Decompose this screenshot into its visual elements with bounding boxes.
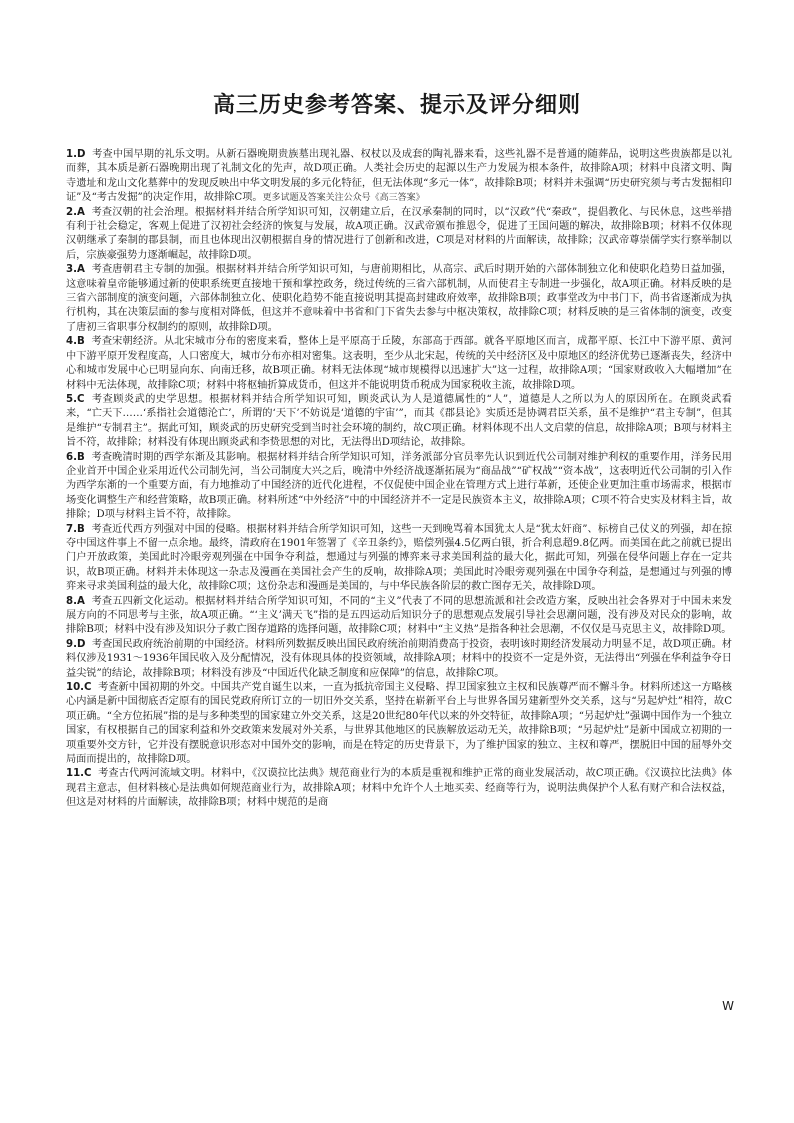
answer-text: 考查国民政府统治前期的中国经济。材料所列数据反映出国民政府统治前期消费高于投资，表明该时期经济发展动力明显不足，故D项正确。材料仅涉及1931～1936年国民收入及分配情况，没有体现具体的投资领域，故排除A项；材料中的投资不一定是外资，无法得出“列强在华利益争夺日益尖锐”的结论，故排除B项；材料没有涉及“中国近代化缺乏制度和应保障”的信息，故排除C项。 (66, 638, 732, 679)
answer-text: 考查中国早期的礼乐文明。从新石器晚期贵族墓出现礼器、权杖以及成套的陶礼器来看，这些礼器不是普通的随葬品，说明这些贵族都是以礼而葬，其本质是新石器晚期出现了礼制文化的先声，故D项正确。人类社会历史的起源以生产力发展为根本条件，故排除A项；材料中良渚文明、陶寺遗址和龙山文化墓葬中的发现反映出中华文明发展的多元化特征，但无法体现“多元一体”，故排除B项；材料并未强调“历史研究须与考古发掘相印证”及“考古发掘”的决定作用，故排除C项。 (66, 149, 732, 204)
answer-number: 7.B (66, 523, 85, 535)
answer-number: 6.B (66, 451, 85, 463)
answer-number: 10.C (66, 682, 92, 694)
answer-number: 2.A (66, 206, 85, 218)
answer-item (66, 595, 732, 638)
answer-text: 考查汉朝的社会治理。根据材料并结合所学知识可知，汉朝建立后，在汉承秦制的同时，以“汉政”代“秦政”，提倡教化、与民休息，这些举措有利于社会稳定，客观上促进了汉初社会经济的恢复与发展，故A项正确。汉武帝颁布推恩令，促进了王国问题的解决，故排除B项；材料不仅体现汉朝继承了秦制的郡县制，而且也体现出汉朝根据自身的情况进行了创新和改进，C项是对材料的片面解读，故排除；汉武帝尊崇儒学实行察举制以后，宗族豪强势力逐渐崛起，故排除D项。 (66, 206, 732, 261)
answer-item (66, 638, 732, 681)
answer-text: 考查晚清时期的西学东渐及其影响。根据材料并结合所学知识可知，洋务派部分官员率先认识到近代公司制对维护利权的重要作用，洋务民用企业首开中国企业采用近代公司制先河，当公司制度大兴之后，晚清中外经济战逐渐拓展为“商品战”“矿权战”“资本战”，这表明近代公司制的引入作为西学东渐的一个重要方面，有力地推动了中国经济的近代化进程，不仅促使中国企业在管理方式上进行革新，还使企业更加注重市场需求，根据市场变化调整生产和经营策略，故B项正确。材料所述“中外经济”中的中国经济并不一定是民族资本主义，故排除A项；C项不符合史实及材料主旨，故排除；D项与材料主旨不符，故排除。 (66, 451, 732, 521)
answer-number: 1.D (66, 149, 86, 160)
answer-item (66, 523, 732, 595)
page-mark: W (722, 999, 734, 1013)
answer-number: 3.A (66, 264, 85, 276)
answer-text: 考查近代西方列强对中国的侵略。根据材料并结合所学知识可知，这些一天到晚骂着本国犹太人是“犹太奸商”、标榜自己仗义的列强，却在掠夺中国这件事上不留一点余地。最终，清政府在1901年签署了《辛丑条约》，赔偿列强4.5亿两白银，折合利息超9.8亿两。而美国在此之前就已提出门户开放政策，美国此时冷眼旁观列强在中国争夺利益，想通过与列强的博弈来寻求美国利益的最大化，据此可知，列强在侵华问题上存在一定共识，故B项正确。材料并未体现这一杂志及漫画在美国社会产生的反响，故排除A项；美国此时冷眼旁观列强在中国争夺利益，是想通过与列强的博弈来寻求美国利益的最大化，故排除C项；这份杂志和漫画是美国的，与中华民族各阶层的救亡图存无关，故排除D项。 (66, 523, 732, 593)
answer-number: 9.D (66, 638, 86, 650)
answer-item (66, 767, 732, 810)
answer-number: 5.C (66, 393, 85, 405)
answer-text: 考查唐朝君主专制的加强。根据材料并结合所学知识可知，与唐前期相比，从高宗、武后时期开始的六部体制独立化和使职化趋势日益加强，这意味着皇帝能够通过新的使职系统更直接地干预和掌控政务，绕过传统的三省六部机制，从而使君主专制进一步强化，故A项正确。材料反映的是三省六部制度的演变问题，六部体制独立化、使职化趋势不能直接说明其提高封建政府效率，故排除B项；政事堂改为中书门下，尚书省逐渐成为执行机构，其在决策层面的参与度相对降低，但这并不意味着中书省和门下省失去参与中枢决策权，故排除C项；材料反映的是三省体制的演变，改变了唐初三省职事分权制约的原则，故排除D项。 (66, 264, 732, 333)
answer-item (66, 148, 732, 206)
answer-text: 考查古代两河流域文明。材料中，《汉谟拉比法典》规范商业行为的本质是重视和维护正常的商业发展活动，故C项正确。《汉谟拉比法典》体现君主意志，但材料核心是法典如何规范商业行为，故排除A项；材料中允许个人土地买卖、经商等行为，说明法典保护个人私有财产和合法权益，但这是对材料的片面解读，故排除B项；材料中规范的是商 (66, 768, 733, 809)
answer-list (66, 148, 732, 811)
answer-item (66, 335, 732, 393)
answer-item (66, 206, 732, 264)
answer-item (66, 681, 732, 767)
answer-number: 8.A (66, 595, 85, 607)
answer-note: 更多试题及答案关注公众号《高三答案》 (262, 193, 425, 204)
answer-text: 考查宋朝经济。从北宋城市分布的密度来看，整体上是平原高于丘陵，东部高于西部。就各平原地区而言，成都平原、长江中下游平原、黄河中下游平原开发程度高，人口密度大，城市分布亦相对密集。这表明，至少从北宋起，传统的关中经济区及中原地区的经济优势已逐渐丧失，经济中心和城市发展中心已明显向东、向南迁移，故B项正确。材料无法体现“城市规模得以迅速扩大”这一过程，故排除A项；“国家财政收入大幅增加”在材料中无法体现，故排除C项；材料中将枢轴折算成货币，但这并不能说明货币税成为国家税收主流，故排除D项。 (66, 336, 732, 391)
answer-item (66, 451, 732, 523)
answer-number: 4.B (66, 336, 85, 348)
answer-text: 考查顾炎武的史学思想。根据材料并结合所学知识可知，顾炎武认为人是道德属性的“人”，道德是人之所以为人的原因所在。在顾炎武看来，“亡天下……‘系指社会道德沦亡’，所谓的‘天下’不妨说是‘道德的宇宙’”，而其《郡县论》实质还是协调君臣关系，虽不是维护“君主专制”，但其是维护“专制君主”。据此可知，顾炎武的历史研究受到当时社会环境的制约，故C项正确。材料体现不出人文启蒙的信息，故排除A项；B项与材料主旨不符，故排除；材料没有体现出顾炎武和李贽思想的对比，无法得出D项结论，故排除。 (66, 393, 732, 449)
answer-item (66, 263, 732, 335)
answer-number: 11.C (66, 768, 92, 780)
answer-item (66, 393, 732, 451)
answer-text: 考查五四新文化运动。根据材料并结合所学知识可知，不同的“主义”代表了不同的思想流派和社会改造方案，反映出社会各界对于中国未来发展方向的不同思考与主张，故A项正确。“‘主义’满天飞”指的是五四运动后知识分子的思想观点发展引导社会思潮问题，没有涉及对民众的影响，故排除B项；材料中没有涉及知识分子救亡图存道路的选择问题，故排除C项；材料中“主义热”是指各种社会思潮，不仅仅是马克思主义，故排除D项。 (66, 595, 732, 636)
answer-text: 考查新中国初期的外交。中国共产党自诞生以来，一直为抵抗帝国主义侵略、捍卫国家独立主权和民族尊严而不懈斗争。材料所述这一方略核心内涵是新中国彻底否定原有的国民党政府所订立的一切旧外交关系，坚持在崭新平台上与世界各国另建新型外交关系，这与“另起炉灶”相符，故C项正确。“全方位拓展”指的是与多种类型的国家建立外交关系，这是20世纪80年代以来的外交特征，故排除A项；“另起炉灶”强调中国作为一个独立国家，有权根据自己的国家利益和外交政策来发展对外关系，与世界其他地区的民族解放运动无关，故排除B项；“另起炉灶”是新中国成立初期的一项重要外交方针，它并没有摆脱意识形态对中国外交的影响，而是在特定的历史背景下，为了维护国家的独立、主权和尊严，摆脱旧中国的屈辱外交局面而提出的，故排除D项。 (66, 682, 732, 766)
page-title: 高三历史参考答案、提示及评分细则 (212, 93, 581, 118)
